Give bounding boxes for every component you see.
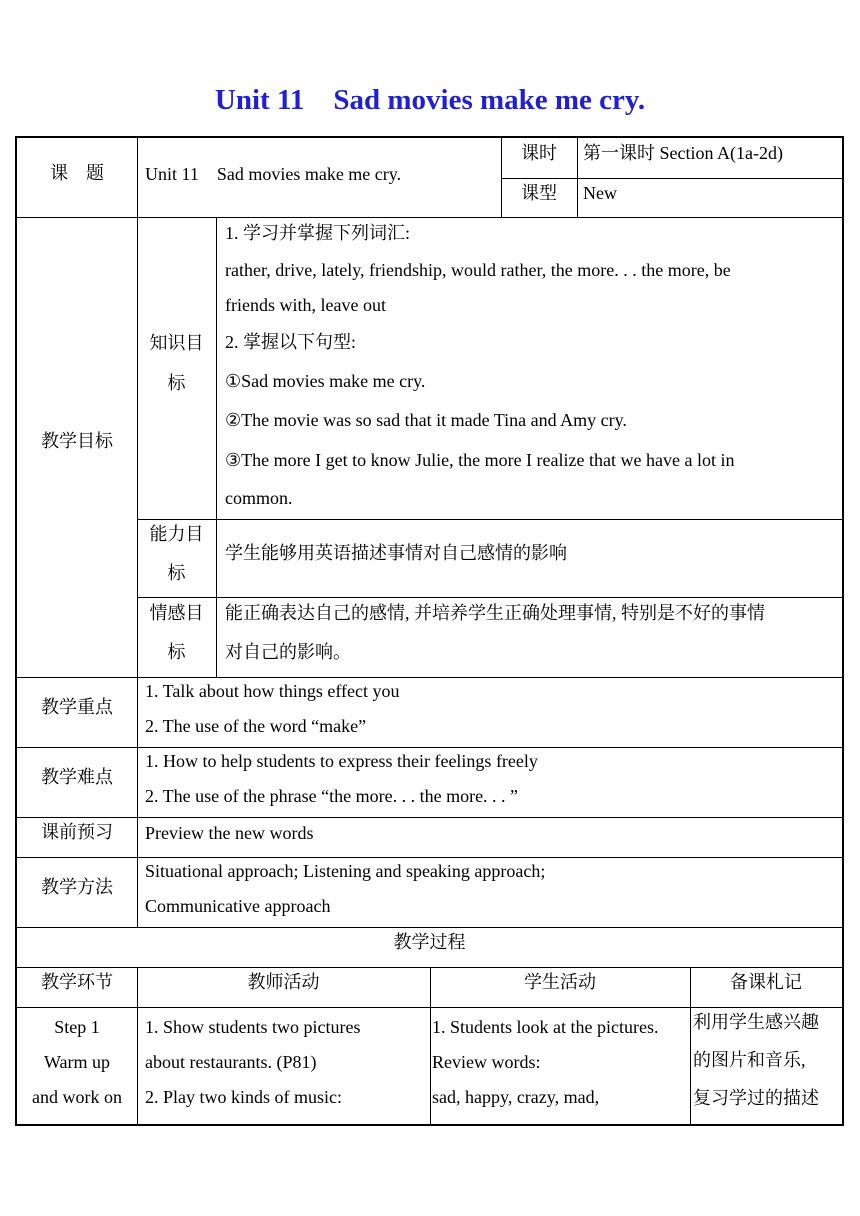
rule — [137, 597, 842, 598]
ability-text: 学生能够用英语描述事情对自己感情的影响 — [225, 543, 567, 563]
difficulties-line: 2. The use of the phrase “the more. . . the more. . . ” — [145, 786, 519, 806]
knowledge-line: 1. 学习并掌握下列词汇: — [225, 223, 411, 243]
table-border-top — [15, 136, 844, 138]
step-line: Step 1 — [54, 1017, 100, 1037]
student-activity-line: sad, happy, crazy, mad, — [432, 1087, 600, 1107]
methods-line: Situational approach; Listening and speaking approach; — [145, 861, 546, 881]
notes-line: 复习学过的描述 — [693, 1088, 819, 1108]
rule — [137, 519, 842, 520]
teacher-activity-line: 2. Play two kinds of music: — [145, 1087, 342, 1107]
table-border-bottom — [15, 1124, 844, 1126]
emotion-line: 对自己的影响。 — [225, 642, 351, 662]
knowledge-line: ②The movie was so sad that it made Tina and Amy cry. — [225, 410, 627, 430]
key-points-label: 教学重点 — [41, 697, 113, 717]
knowledge-line: ①Sad movies make me cry. — [225, 371, 426, 391]
rule — [17, 677, 842, 678]
difficulties-label: 教学难点 — [41, 767, 113, 787]
knowledge-label-2: 标 — [167, 373, 186, 393]
key-points-line: 2. The use of the word “make” — [145, 716, 367, 736]
preview-label: 课前预习 — [41, 822, 113, 842]
knowledge-line: common. — [225, 488, 293, 508]
notes-line: 的图片和音乐, — [693, 1050, 806, 1070]
student-activity-line: Review words: — [432, 1052, 541, 1072]
knowledge-line: ③The more I get to know Julie, the more I realize that we have a lot in — [225, 450, 735, 470]
student-activity-line: 1. Students look at the pictures. — [432, 1017, 659, 1037]
topic-value: Unit 11 Sad movies make me cry. — [145, 164, 402, 184]
step-line: and work on — [32, 1087, 122, 1107]
objectives-label: 教学目标 — [41, 431, 113, 451]
rule — [17, 857, 842, 858]
teacher-activity-line: about restaurants. (P81) — [145, 1052, 317, 1072]
page-title: Unit 11 Sad movies make me cry. — [214, 84, 646, 116]
preview-text: Preview the new words — [145, 823, 314, 843]
knowledge-label-1: 知识目 — [149, 333, 204, 353]
rule — [577, 138, 578, 217]
methods-label: 教学方法 — [41, 877, 113, 897]
process-heading: 教学过程 — [393, 932, 466, 952]
rule — [17, 217, 842, 218]
difficulties-line: 1. How to help students to express their feelings freely — [145, 751, 538, 771]
key-points-line: 1. Talk about how things effect you — [145, 681, 400, 701]
type-value: New — [583, 183, 617, 203]
teacher-activity-line: 1. Show students two pictures — [145, 1017, 361, 1037]
emotion-label-2: 标 — [167, 642, 186, 662]
notes-line: 利用学生感兴趣 — [693, 1012, 819, 1032]
emotion-line: 能正确表达自己的感情, 并培养学生正确处理事情, 特别是不好的事情 — [225, 603, 765, 623]
knowledge-line: rather, drive, lately, friendship, would rather, the more. . . the more, be — [225, 260, 731, 280]
period-value: 第一课时 Section A(1a-2d) — [583, 143, 783, 163]
period-label: 课时 — [521, 143, 557, 163]
type-label: 课型 — [521, 183, 557, 203]
rule — [501, 178, 842, 179]
topic-label: 课 题 — [50, 163, 104, 183]
column-header-stage: 教学环节 — [41, 972, 113, 992]
column-header-teacher: 教师活动 — [247, 972, 320, 992]
rule — [216, 217, 217, 677]
step-line: Warm up — [43, 1052, 111, 1072]
rule — [17, 817, 842, 818]
emotion-label-1: 情感目 — [149, 603, 204, 623]
ability-label-1: 能力目 — [149, 524, 204, 544]
ability-label-2: 标 — [167, 563, 186, 583]
knowledge-line: friends with, leave out — [225, 295, 386, 315]
rule — [17, 927, 842, 928]
column-header-notes: 备课札记 — [730, 972, 802, 992]
rule — [17, 747, 842, 748]
column-header-student: 学生活动 — [524, 972, 596, 992]
table-border-right — [842, 136, 844, 1126]
methods-line: Communicative approach — [145, 896, 331, 916]
knowledge-line: 2. 掌握以下句型: — [225, 332, 357, 352]
